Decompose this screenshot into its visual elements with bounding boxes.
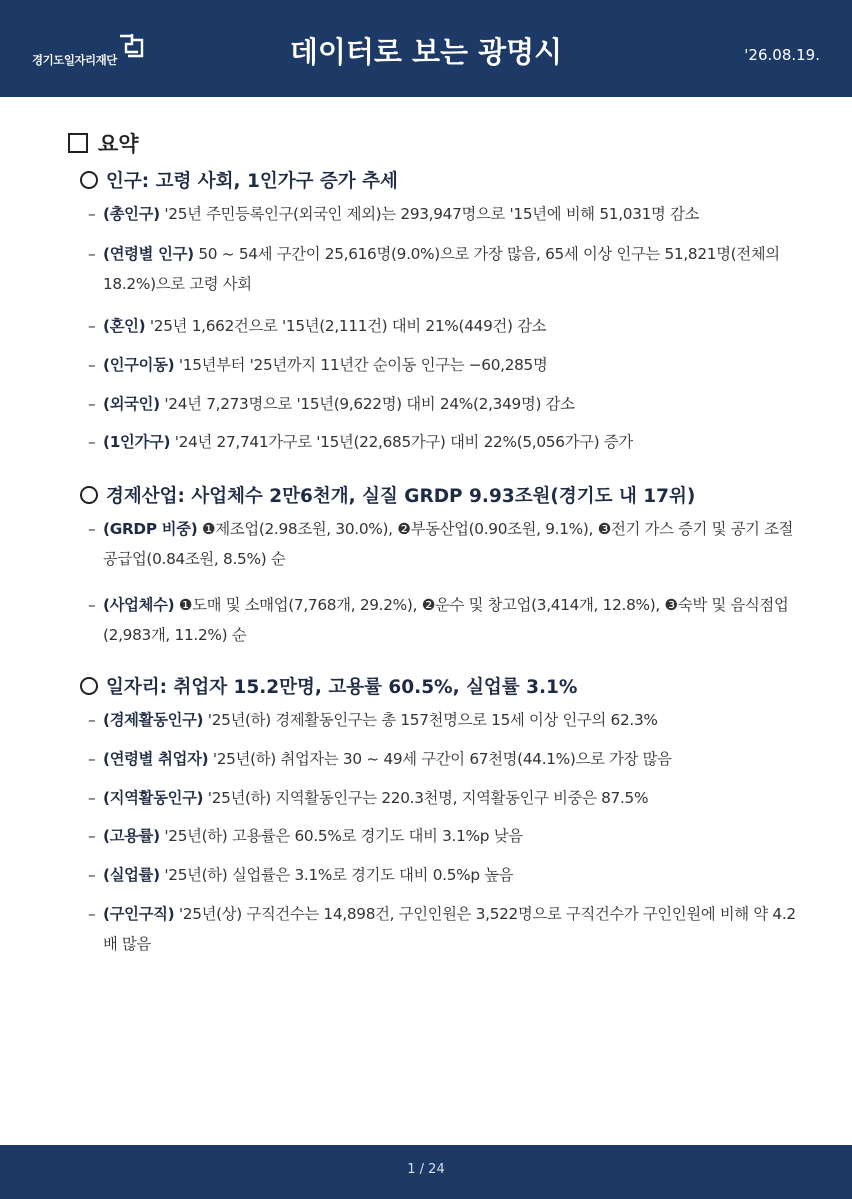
list-item: – (고용률) '25년(하) 고용률은 60.5%로 경기도 대비 3.1%p 낮음 xyxy=(88,827,523,845)
list-item: – (외국인) '24년 7,273명으로 '15년(9,622명) 대비 24%(2,349명) 감소 xyxy=(88,395,575,413)
section-title: 인구: 고령 사회, 1인가구 증가 추세 xyxy=(106,171,398,192)
list-item: – (연령별 취업자) '25년(하) 취업자는 30 ~ 49세 구간이 67천명(44.1%)으로 가장 많음 xyxy=(88,750,672,768)
section-heading-population xyxy=(80,167,398,193)
item-text: ❶제조업(2.98조원, 30.0%), ❷부동산업(0.90조원, 9.1%), ❸전기 가스 증기 및 공기 조절 공급업(0.84조원, 8.5%) 순 xyxy=(103,520,794,568)
item-label: (구인구직) xyxy=(103,905,175,923)
page-number: 1 / 24 xyxy=(407,1162,445,1177)
section-title: 경제산업: 사업체수 2만6천개, 실질 GRDP 9.93조원(경기도 내 17위) xyxy=(106,486,696,507)
item-label: (실업률) xyxy=(103,866,160,884)
item-text: '24년 7,273명으로 '15년(9,622명) 대비 24%(2,349명) 감소 xyxy=(159,395,575,413)
item-label: (총인구) xyxy=(103,205,160,223)
circle-bullet-icon xyxy=(80,171,98,189)
item-label: (인구이동) xyxy=(103,356,175,374)
item-label: (고용률) xyxy=(103,827,160,845)
item-label: (연령별 취업자) xyxy=(103,750,209,768)
item-text: '25년 주민등록인구(외국인 제외)는 293,947명으로 '15년에 비해 51,031명 감소 xyxy=(159,205,700,223)
item-label: (사업체수) xyxy=(103,596,175,614)
section-heading-economy xyxy=(80,482,695,508)
item-label: (지역활동인구) xyxy=(103,789,204,807)
item-label: (혼인) xyxy=(103,317,146,335)
item-text: '24년 27,741가구로 '15년(22,685가구) 대비 22%(5,056가구) 증가 xyxy=(170,433,633,451)
item-text: 50 ~ 54세 구간이 25,616명(9.0%)으로 가장 많음, 65세 이상 인구는 51,821명(전체의 18.2%)으로 고령 사회 xyxy=(103,245,780,293)
item-text: '25년(하) 실업률은 3.1%로 경기도 대비 0.5%p 높음 xyxy=(159,866,514,884)
square-bullet-icon xyxy=(68,133,88,153)
item-text: '25년 1,662건으로 '15년(2,111건) 대비 21%(449건) 감소 xyxy=(145,317,547,335)
list-item: – (지역활동인구) '25년(하) 지역활동인구는 220.3천명, 지역활동인구 비중은 87.5% xyxy=(88,789,649,807)
item-text: '25년(하) 취업자는 30 ~ 49세 구간이 67천명(44.1%)으로 가장 많음 xyxy=(208,750,672,768)
item-label: (연령별 인구) xyxy=(103,245,194,263)
list-item: – (혼인) '25년 1,662건으로 '15년(2,111건) 대비 21%(449건) 감소 xyxy=(88,317,547,335)
summary-heading-text: 요약 xyxy=(98,132,139,156)
list-item: – (연령별 인구) 50 ~ 54세 구간이 25,616명(9.0%)으로 가장 많음, 65세 이상 인구는 51,821명(전체의 18.2%)으로 고령 사회 xyxy=(88,245,780,293)
item-text: '25년(하) 지역활동인구는 220.3천명, 지역활동인구 비중은 87.5% xyxy=(203,789,649,807)
item-label: (외국인) xyxy=(103,395,160,413)
item-text: ❶도매 및 소매업(7,768개, 29.2%), ❷운수 및 창고업(3,414개, 12.8%), ❸숙박 및 음식점업(2,983개, 11.2%) 순 xyxy=(103,596,789,644)
item-text: '25년(하) 경제활동인구는 총 157천명으로 15세 이상 인구의 62.3% xyxy=(203,711,658,729)
section-heading-jobs xyxy=(80,673,577,699)
section-title: 일자리: 취업자 15.2만명, 고용률 60.5%, 실업률 3.1% xyxy=(106,677,578,698)
list-item: – (GRDP 비중) ❶제조업(2.98조원, 30.0%), ❷부동산업(0.90조원, 9.1%), ❸전기 가스 증기 및 공기 조절 공급업(0.84조원, 8.5%) 순 xyxy=(88,520,794,568)
circle-bullet-icon xyxy=(80,486,98,504)
report-date: '26.08.19. xyxy=(744,46,820,64)
page-title: 데이터로 보는 광명시 xyxy=(289,35,563,69)
page-header xyxy=(0,0,852,97)
list-item: – (사업체수) ❶도매 및 소매업(7,768개, 29.2%), ❷운수 및 창고업(3,414개, 12.8%), ❸숙박 및 음식점업(2,983개, 11.2%) 순 xyxy=(88,596,789,644)
list-item: – (인구이동) '15년부터 '25년까지 11년간 순이동 인구는 −60,285명 xyxy=(88,356,548,374)
item-label: (GRDP 비중) xyxy=(103,520,198,538)
circle-bullet-icon xyxy=(80,677,98,695)
page-footer xyxy=(0,1145,852,1199)
list-item: – (실업률) '25년(하) 실업률은 3.1%로 경기도 대비 0.5%p 높음 xyxy=(88,866,514,884)
item-text: '25년(하) 고용률은 60.5%로 경기도 대비 3.1%p 낮음 xyxy=(159,827,523,845)
item-label: (1인가구) xyxy=(103,433,171,451)
list-item: – (경제활동인구) '25년(하) 경제활동인구는 총 157천명으로 15세 이상 인구의 62.3% xyxy=(88,711,658,729)
list-item: – (총인구) '25년 주민등록인구(외국인 제외)는 293,947명으로 '15년에 비해 51,031명 감소 xyxy=(88,205,700,223)
item-text: '15년부터 '25년까지 11년간 순이동 인구는 −60,285명 xyxy=(174,356,548,374)
item-label: (경제활동인구) xyxy=(103,711,204,729)
list-item: – (1인가구) '24년 27,741가구로 '15년(22,685가구) 대비 22%(5,056가구) 증가 xyxy=(88,433,633,451)
list-item: – (구인구직) '25년(상) 구직건수는 14,898건, 구인인원은 3,522명으로 구직건수가 구인인원에 비해 약 4.2배 많음 xyxy=(88,905,796,953)
logo-text: 경기도일자리재단 xyxy=(32,53,117,67)
item-text: '25년(상) 구직건수는 14,898건, 구인인원은 3,522명으로 구직건수가 구인인원에 비해 약 4.2배 많음 xyxy=(103,905,796,953)
summary-heading xyxy=(68,128,139,158)
